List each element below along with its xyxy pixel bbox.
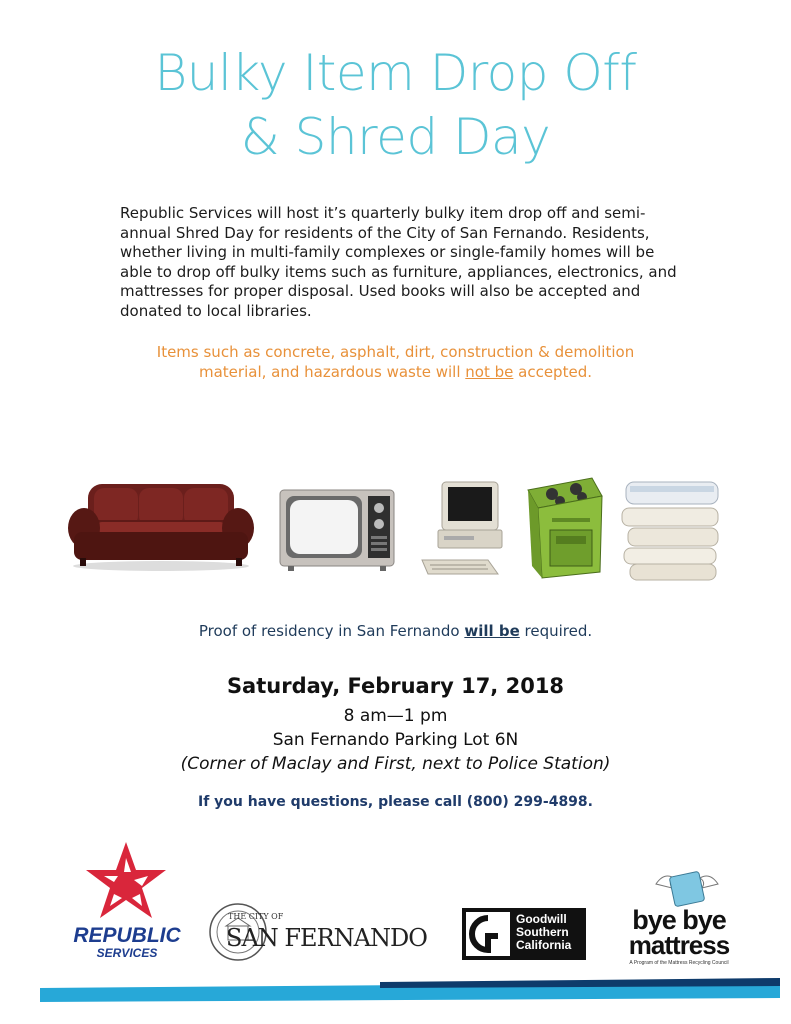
city-logo-small-text: THE CITY OF: [228, 912, 284, 921]
event-date: Saturday, February 17, 2018: [226, 674, 565, 698]
event-time: 8 am—1 pm: [343, 706, 448, 726]
goodwill-line2: Southern: [516, 925, 569, 939]
proof-text: Proof of residency in San Fernando: [198, 622, 465, 640]
republic-services-logo: [78, 840, 174, 924]
not-accepted-notice: [130, 342, 661, 382]
goodwill-line3: California: [516, 938, 572, 952]
contact-line: If you have questions, please call (800) 299-4898.: [198, 794, 593, 810]
goodwill-line1: Goodwill: [516, 912, 567, 926]
goodwill-logo-text: [516, 913, 586, 952]
page-title-line2: & Shred Day: [240, 108, 551, 166]
computer-image: [418, 480, 514, 576]
mattresses-image: [620, 478, 724, 582]
event-location: San Fernando Parking Lot 6N: [272, 730, 519, 750]
proof-emphasis: will be: [464, 622, 520, 640]
notice-text-end: accepted.: [513, 363, 592, 381]
city-logo-name: SAN FERNANDO: [226, 924, 427, 952]
television-image: [278, 488, 396, 572]
intro-paragraph: Republic Services will host it’s quarterly bulky item drop off and semi-annual Shred Day for residents of the City of San Fernando. Residents, whether living in multi-family complexes or single-family homes will be able to drop off bulky items such as furniture, appliances, electronics, and mattresses for proper disposal. Used books will also be accepted and donated to local libraries.: [120, 204, 677, 320]
byebye-tagline: A Program of the Mattress Recycling Council: [629, 960, 729, 966]
residency-requirement: [0, 622, 791, 640]
winged-mattress-icon: [652, 866, 722, 910]
sofa-image: [66, 476, 256, 572]
republic-logo-line1: REPUBLIC: [73, 924, 181, 947]
goodwill-face-icon: [466, 912, 510, 956]
page-title-line1: Bulky Item Drop Off: [154, 44, 637, 102]
byebye-logo-line2: mattress: [628, 930, 730, 960]
stove-image: [522, 474, 606, 580]
notice-text: Items such as concrete, asphalt, dirt, construction & demolition material, and hazardous waste will: [156, 343, 635, 381]
footer-stripe: [0, 978, 791, 1008]
republic-logo-line2: SERVICES: [96, 946, 158, 960]
byebye-logo-line1: bye bye: [632, 905, 726, 935]
notice-emphasis: not be: [465, 363, 514, 381]
event-directions: (Corner of Maclay and First, next to Police Station): [180, 754, 611, 774]
proof-text-end: required.: [519, 622, 593, 640]
